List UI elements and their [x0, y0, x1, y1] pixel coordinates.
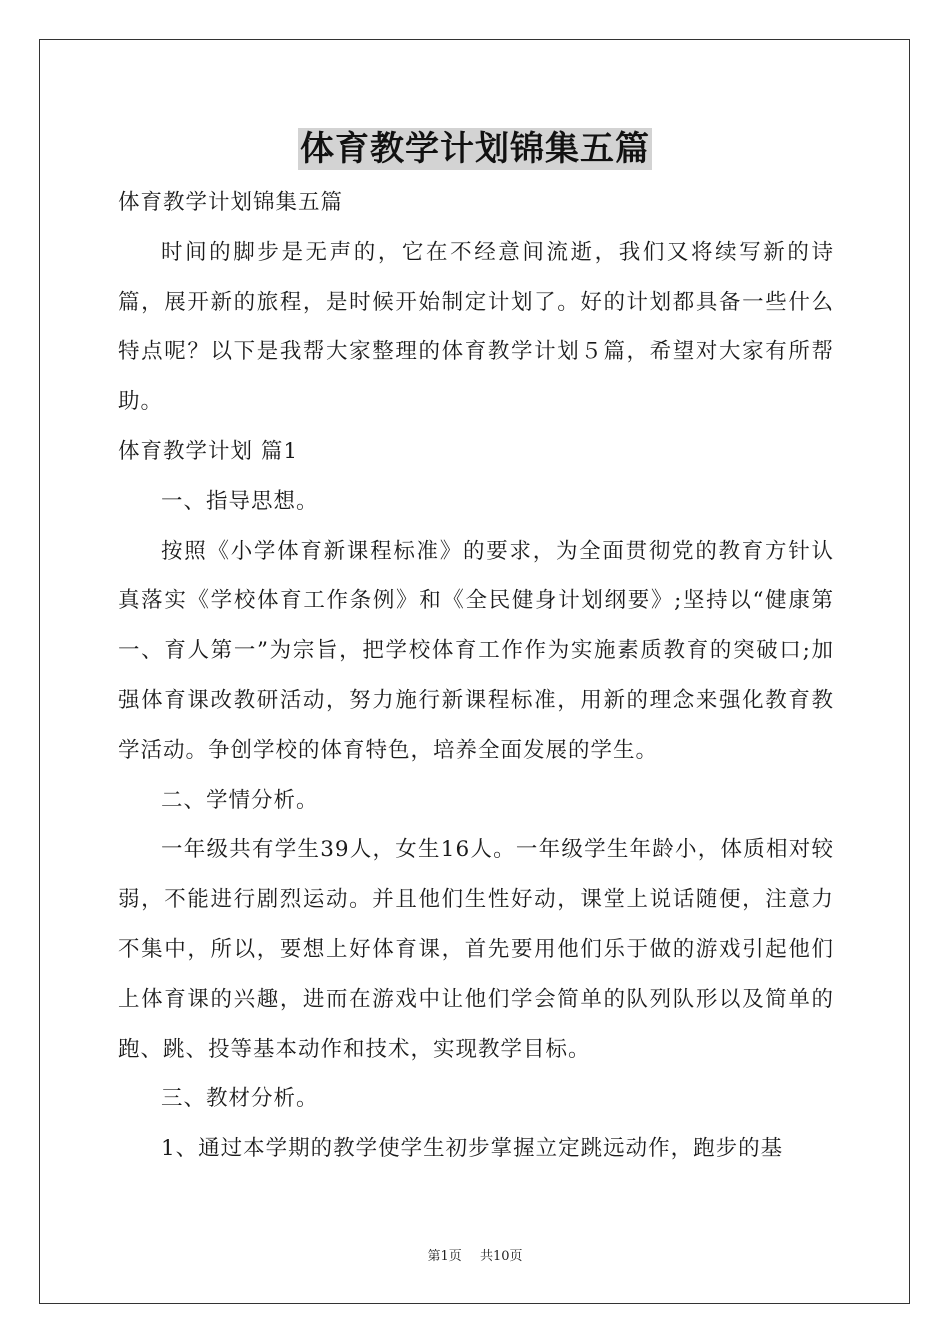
- page-total: 共10页: [479, 1249, 523, 1264]
- section-heading: 体育教学计划 篇1: [118, 438, 299, 464]
- page-footer: [0, 1249, 950, 1265]
- subheading-student-analysis: 二、学情分析。: [161, 787, 319, 813]
- paragraph-intro: 时间的脚步是无声的，它在不经意间流逝，我们又将续写新的诗篇，展开新的旅程，是时候开始制定计划了。好的计划都具备一些什么特点呢？以下是我帮大家整理的体育教学计划５篇，希望对大家有所帮助。: [118, 239, 834, 415]
- paragraph-student-analysis: 一年级共有学生39人，女生16人。一年级学生年龄小，体质相对较弱，不能进行剧烈运动。并且他们生性好动，课堂上说话随便，注意力不集中，所以，要想上好体育课，首先要用他们乐于做的游戏引起他们上体育课的兴趣，进而在游戏中让他们学会简单的队列队形以及简单的跑、跳、投等基本动作和技术，实现教学目标。: [118, 837, 834, 1062]
- paragraph-guiding-idea: 按照《小学体育新课程标准》的要求，为全面贯彻党的教育方针认真落实《学校体育工作条例》和《全民健身计划纲要》;坚持以“健康第一、育人第一”为宗旨，把学校体育工作作为实施素质教育的突破口;加强体育课改教研活动，努力施行新课程标准，用新的理念来强化教育教学活动。争创学校的体育特色，培养全面发展的学生。: [118, 538, 834, 763]
- subheading-guiding-idea: 一、指导思想。: [161, 488, 319, 514]
- document-title: 体育教学计划锦集五篇: [300, 129, 650, 169]
- page-number: 第1页: [427, 1249, 462, 1264]
- paragraph-material-analysis: 1、通过本学期的教学使学生初步掌握立定跳远动作，跑步的基: [161, 1136, 784, 1162]
- document-body: [118, 178, 834, 1174]
- paragraph-heading: 体育教学计划锦集五篇: [118, 190, 344, 215]
- document-title-wrapper: [0, 128, 950, 170]
- subheading-material-analysis: 三、教材分析。: [161, 1086, 319, 1112]
